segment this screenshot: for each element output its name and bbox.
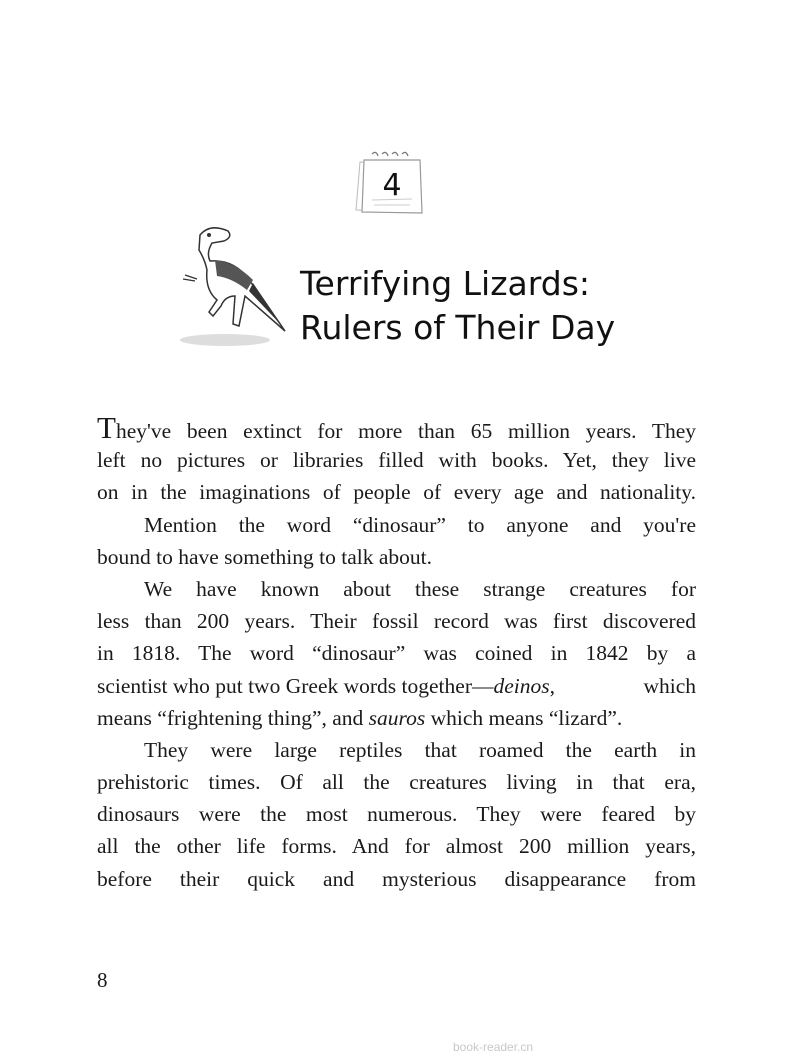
text-span: scientist who put two Greek words together— <box>97 673 494 698</box>
text-line: before their quick and mysterious disappearance from <box>97 866 696 891</box>
text-line: on in the imaginations of people of every age and nationality. <box>97 480 696 505</box>
chapter-title <box>300 262 630 350</box>
text-span: means “frightening thing”, and <box>97 705 369 730</box>
text-line: They were large reptiles that roamed the earth in <box>144 737 696 762</box>
text-line <box>97 670 696 702</box>
body-text <box>97 412 696 895</box>
chapter-title-line: Terrifying Lizards: <box>300 264 591 303</box>
text-line: in 1818. The word “dinosaur” was coined in 1842 by a <box>97 641 696 666</box>
chapter-title-line: Rulers of Their Day <box>300 308 616 347</box>
text-line: bound to have something to talk about. <box>97 544 432 569</box>
chapter-number: 4 <box>382 168 402 203</box>
italic-word: sauros <box>368 705 426 730</box>
text-line: We have known about these strange creatures for <box>144 576 696 601</box>
text-span: which means “lizard”. <box>425 705 623 730</box>
text-span: , which <box>549 673 696 698</box>
text-line: Mention the word “dinosaur” to anyone and you're <box>144 512 696 537</box>
text-line: left no pictures or libraries filled with books. Yet, they live <box>97 448 696 473</box>
text-line: all the other life forms. And for almost 200 million years, <box>97 834 696 859</box>
italic-word: deinos <box>493 673 550 698</box>
text-line: less than 200 years. Their fossil record was first discovered <box>97 609 696 634</box>
text-line: dinosaurs were the most numerous. They were feared by <box>97 802 696 827</box>
page-number: 8 <box>97 968 108 992</box>
dinosaur-skeleton-icon <box>165 215 300 350</box>
text-line <box>97 412 696 444</box>
text-line <box>97 702 696 734</box>
calendar-illustration <box>352 150 432 220</box>
text-span: hey've been extinct for more than 65 million years. They <box>115 419 696 443</box>
text-line: prehistoric times. Of all the creatures living in that era, <box>97 770 696 795</box>
watermark: book-reader.cn <box>453 1040 534 1054</box>
dinosaur-skeleton-illustration <box>165 215 300 350</box>
drop-cap: T <box>97 410 116 445</box>
